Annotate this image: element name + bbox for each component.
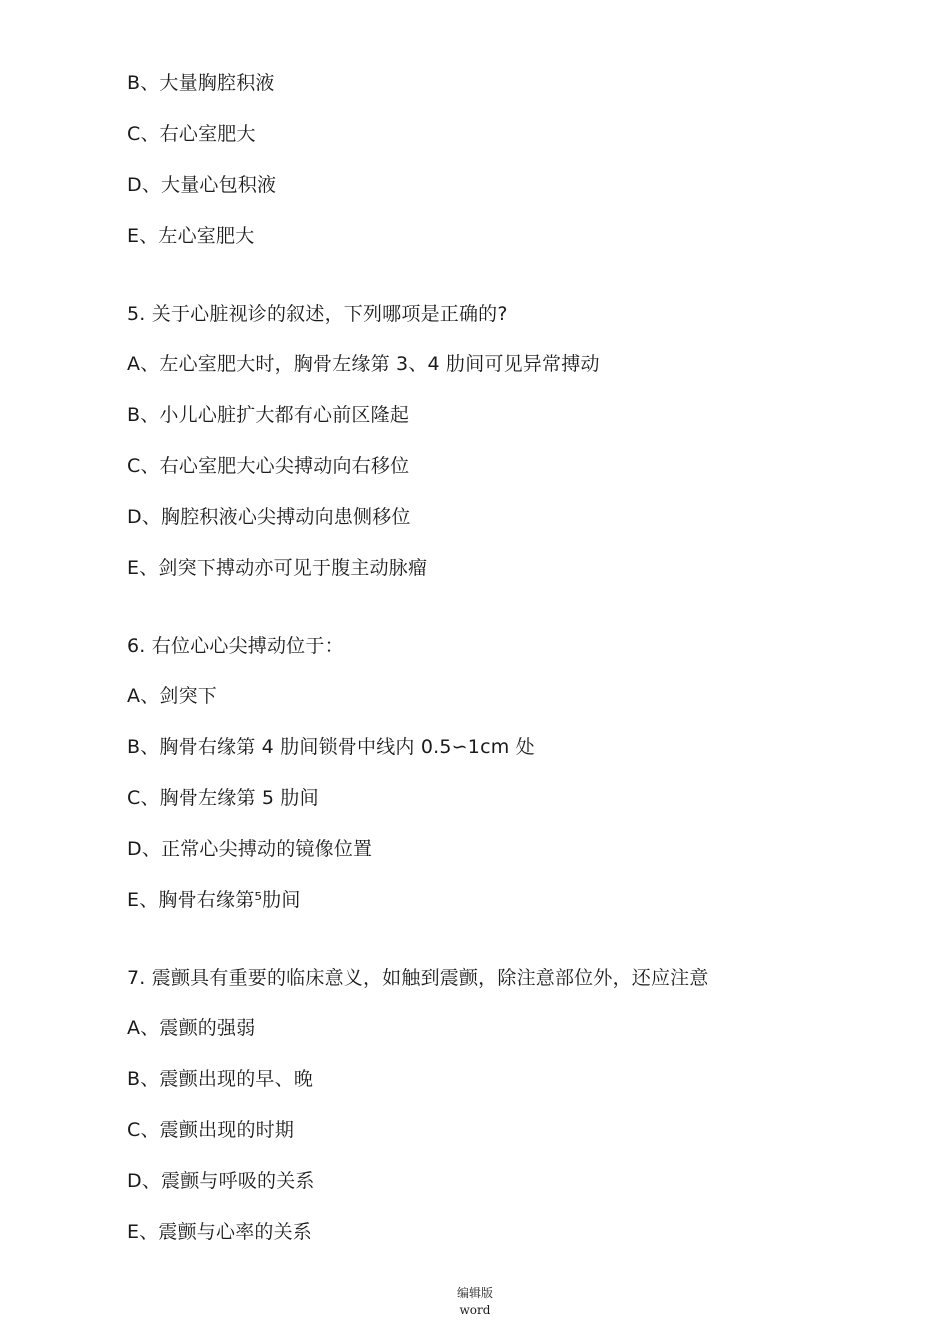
q5-option-e: E、剑突下搏动亦可见于腹主动脉瘤 xyxy=(127,557,428,579)
q4-option-b: B、大量胸腔积液 xyxy=(127,72,275,94)
footer-word-label: word xyxy=(459,1303,491,1317)
q6-stem: 6. 右位心心尖搏动位于： xyxy=(127,635,344,657)
q4-option-e: E、左心室肥大 xyxy=(127,225,255,247)
q7-option-c: C、震颤出现的时期 xyxy=(127,1119,295,1141)
q5-option-d: D、胸腔积液心尖搏动向患侧移位 xyxy=(127,506,411,528)
q5-option-c: C、右心室肥大心尖搏动向右移位 xyxy=(127,455,410,477)
q5-stem: 5. 关于心脏视诊的叙述，下列哪项是正确的? xyxy=(127,303,508,325)
q6-option-c: C、胸骨左缘第 5 肋间 xyxy=(127,787,319,809)
q7-option-a: A、震颤的强弱 xyxy=(127,1017,256,1039)
q6-option-a: A、剑突下 xyxy=(127,685,217,707)
q4-option-d: D、大量心包积液 xyxy=(127,174,277,196)
q5-option-b: B、小儿心脏扩大都有心前区隆起 xyxy=(127,404,410,426)
q6-option-b: B、胸骨右缘第 4 肋间锁骨中线内 0.5∽1cm 处 xyxy=(127,736,535,758)
q6-option-d: D、正常心尖搏动的镜像位置 xyxy=(127,838,373,860)
q7-option-b: B、震颤出现的早、晚 xyxy=(127,1068,314,1090)
q6-option-e: E、胸骨右缘第⁵肋间 xyxy=(127,889,301,911)
q4-option-c: C、右心室肥大 xyxy=(127,123,256,145)
q7-option-d: D、震颤与呼吸的关系 xyxy=(127,1170,315,1192)
q7-stem: 7. 震颤具有重要的临床意义，如触到震颤，除注意部位外，还应注意 xyxy=(127,967,709,989)
footer-edition-label: 编辑版 xyxy=(456,1286,493,1300)
q7-option-e: E、震颤与心率的关系 xyxy=(127,1221,313,1243)
q5-option-a: A、左心室肥大时，胸骨左缘第 3、4 肋间可见异常搏动 xyxy=(127,353,600,375)
